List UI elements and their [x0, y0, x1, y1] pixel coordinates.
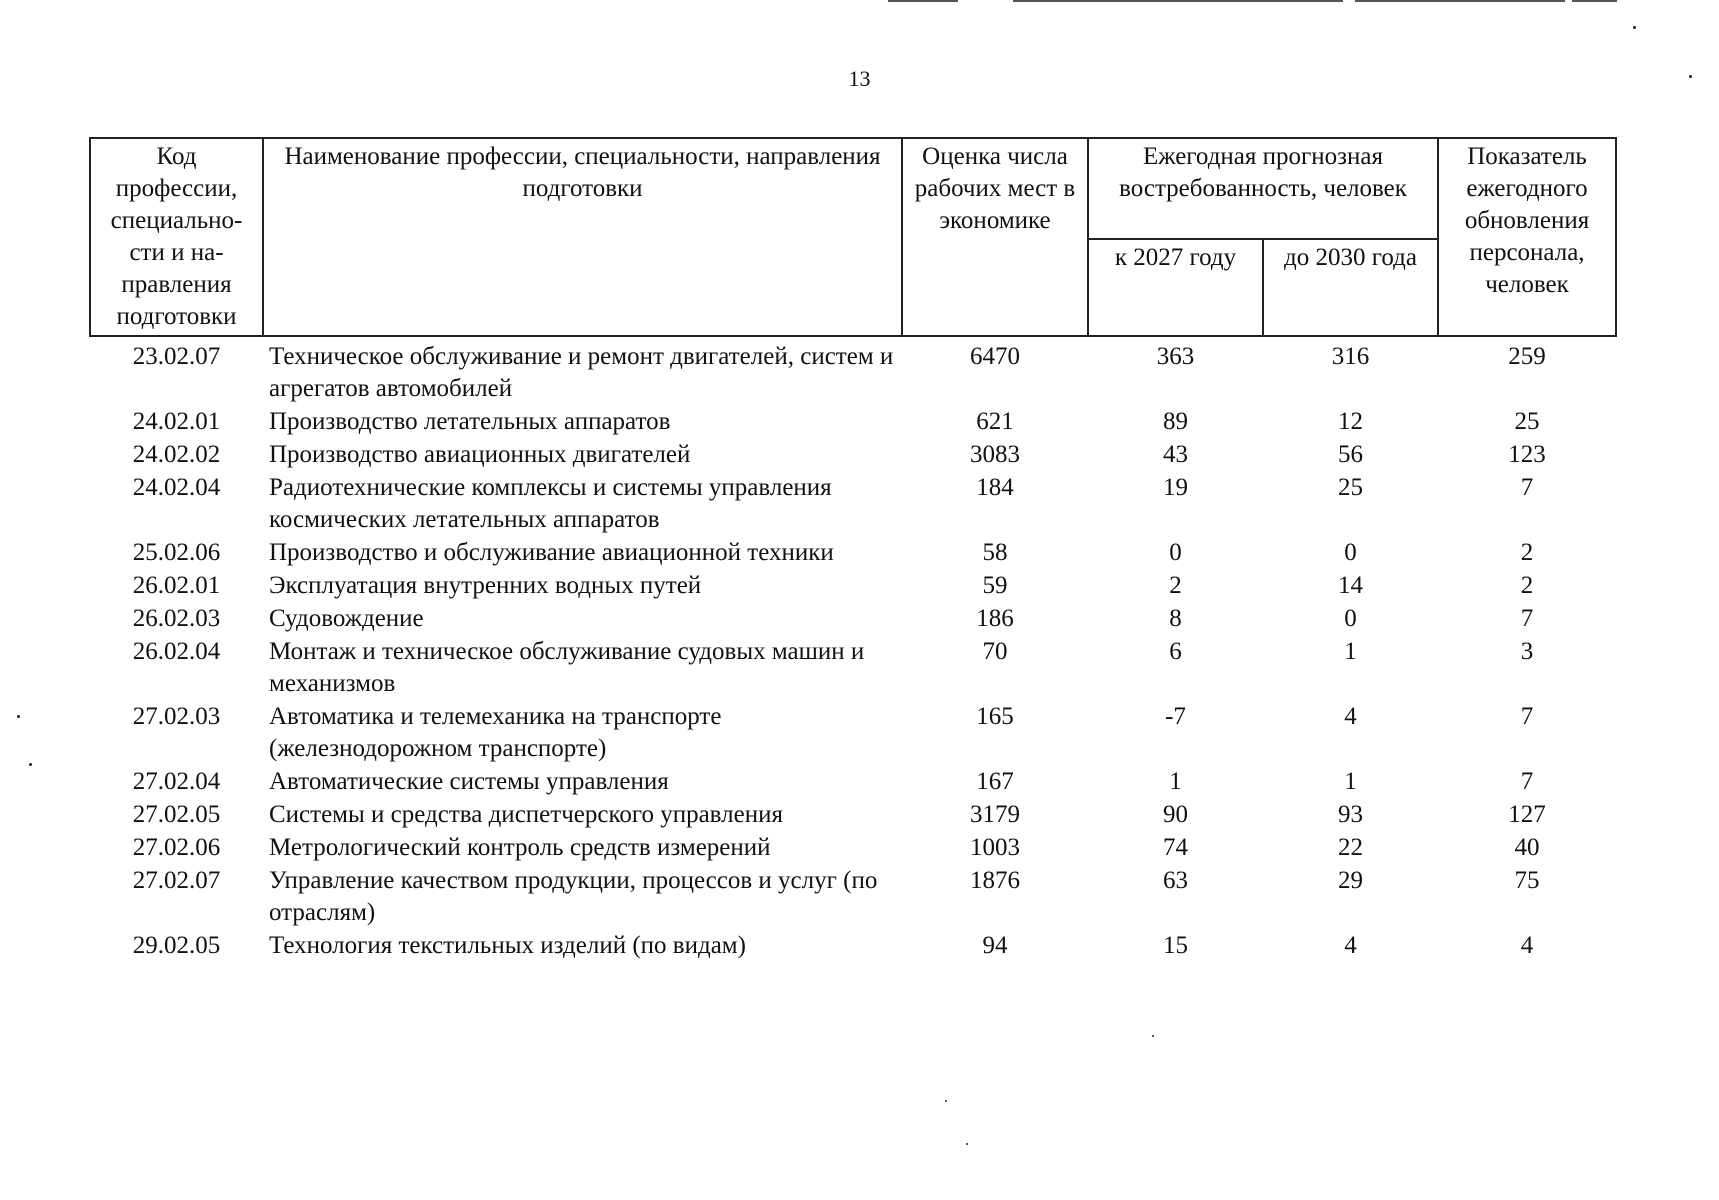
cell-code: 29.02.05: [132, 932, 221, 959]
cell-demand-2027: 8: [1169, 605, 1182, 632]
cell-jobs: 1003: [970, 834, 1020, 861]
cell-code: 24.02.04: [132, 474, 221, 501]
table-row: [90, 831, 1616, 864]
cell-code: 24.02.02: [132, 441, 221, 468]
cell-name: Монтаж и техническое обслуживание судовых машин и механизмов: [269, 638, 865, 697]
table-row: [90, 864, 1616, 929]
scan-artifact-line: [1572, 0, 1617, 2]
cell-jobs: 6470: [970, 343, 1020, 370]
table-row: [90, 405, 1616, 438]
cell-demand-2027: 19: [1163, 474, 1188, 501]
cell-jobs: 70: [982, 638, 1008, 665]
cell-demand-2030: 25: [1338, 474, 1363, 501]
cell-name: Производство и обслуживание авиационной техники: [269, 539, 834, 566]
cell-name: Автоматика и телемеханика на транспорте (железнодорожном транспорте): [269, 703, 722, 762]
cell-name: Техническое обслуживание и ремонт двигателей, систем и агрегатов автомобилей: [269, 343, 894, 402]
cell-name: Производство летательных аппаратов: [269, 408, 671, 435]
cell-jobs: 59: [982, 572, 1008, 599]
cell-name: Судовождение: [269, 605, 424, 632]
cell-renewal: 7: [1520, 605, 1534, 632]
cell-renewal: 3: [1520, 638, 1534, 665]
cell-renewal: 127: [1508, 801, 1546, 828]
cell-demand-2030: 1: [1344, 638, 1357, 665]
table-row: [90, 635, 1616, 700]
scan-speck: [1633, 26, 1636, 29]
cell-demand-2030: 0: [1344, 539, 1357, 566]
cell-demand-2030: 4: [1344, 932, 1357, 959]
cell-demand-2030: 4: [1344, 703, 1357, 730]
cell-demand-2030: 22: [1338, 834, 1363, 861]
cell-jobs: 3179: [970, 801, 1020, 828]
header-code: Код профессии, специально-сти и на-правления подготовки: [90, 138, 263, 336]
cell-demand-2027: 2: [1169, 572, 1182, 599]
cell-jobs: 167: [976, 768, 1014, 795]
table-row: [90, 336, 1616, 405]
cell-name: Технология текстильных изделий (по видам): [269, 932, 746, 959]
cell-demand-2027: 0: [1169, 539, 1182, 566]
header-demand-2030: до 2030 года: [1263, 239, 1438, 336]
professions-table: [89, 137, 1617, 962]
table-body: [90, 336, 1616, 962]
cell-code: 24.02.01: [132, 408, 221, 435]
cell-demand-2030: 316: [1331, 343, 1370, 370]
cell-jobs: 1876: [970, 867, 1020, 894]
scan-speck: [945, 1100, 947, 1102]
header-jobs: Оценка числа рабочих мест в экономике: [902, 138, 1088, 336]
cell-demand-2030: 93: [1338, 801, 1363, 828]
cell-renewal: 2: [1520, 572, 1534, 599]
cell-code: 23.02.07: [132, 343, 221, 370]
cell-jobs: 621: [976, 408, 1014, 435]
table-row: [90, 765, 1616, 798]
cell-demand-2030: 0: [1344, 605, 1357, 632]
cell-name: Производство авиационных двигателей: [269, 441, 691, 468]
scan-speck: [17, 715, 20, 718]
cell-renewal: 7: [1520, 474, 1534, 501]
table-row: [90, 602, 1616, 635]
scan-speck: [966, 1143, 968, 1145]
cell-renewal: 40: [1514, 834, 1540, 861]
header-demand: Ежегодная прогнозная востребованность, человек: [1088, 138, 1438, 239]
cell-demand-2030: 29: [1338, 867, 1363, 894]
cell-demand-2027: 90: [1163, 801, 1188, 828]
cell-code: 27.02.03: [132, 703, 221, 730]
cell-renewal: 25: [1514, 408, 1540, 435]
cell-name: Автоматические системы управления: [269, 768, 669, 795]
cell-code: 26.02.03: [132, 605, 221, 632]
cell-demand-2027: 89: [1163, 408, 1188, 435]
cell-code: 27.02.05: [132, 801, 221, 828]
cell-renewal: 123: [1508, 441, 1546, 468]
table-row: [90, 700, 1616, 765]
cell-demand-2027: 6: [1169, 638, 1182, 665]
cell-code: 27.02.04: [132, 768, 221, 795]
cell-demand-2027: 1: [1169, 768, 1182, 795]
cell-jobs: 94: [982, 932, 1008, 959]
cell-renewal: 2: [1520, 539, 1534, 566]
table-row: [90, 798, 1616, 831]
cell-demand-2027: 63: [1163, 867, 1188, 894]
scan-artifact-line: [1013, 0, 1343, 2]
cell-demand-2027: 74: [1163, 834, 1188, 861]
cell-name: Эксплуатация внутренних водных путей: [269, 572, 702, 599]
cell-jobs: 165: [976, 703, 1014, 730]
table-row: [90, 471, 1616, 536]
table-row: [90, 438, 1616, 471]
page-number: 13: [848, 66, 871, 91]
cell-renewal: 259: [1508, 343, 1546, 370]
cell-code: 26.02.01: [132, 572, 221, 599]
cell-jobs: 186: [976, 605, 1014, 632]
cell-renewal: 7: [1520, 703, 1534, 730]
cell-name: Управление качеством продукции, процессов и услуг (по отраслям): [269, 867, 878, 926]
cell-renewal: 4: [1520, 932, 1534, 959]
header-renewal: Показатель ежегодного обновления персонала, человек: [1438, 138, 1616, 336]
cell-code: 26.02.04: [132, 638, 221, 665]
table-row: [90, 929, 1616, 962]
table-row: [90, 569, 1616, 602]
cell-demand-2030: 1: [1344, 768, 1357, 795]
cell-renewal: 7: [1520, 768, 1534, 795]
cell-name: Системы и средства диспетчерского управления: [269, 801, 783, 828]
scan-speck: [1152, 1035, 1154, 1037]
header-name: Наименование профессии, специальности, направления подготовки: [263, 138, 902, 336]
cell-demand-2030: 56: [1338, 441, 1363, 468]
cell-jobs: 3083: [970, 441, 1020, 468]
cell-code: 25.02.06: [132, 539, 221, 566]
scan-artifact-line: [1355, 0, 1565, 2]
table-row: [90, 536, 1616, 569]
table-header-row: [90, 138, 1616, 239]
cell-demand-2027: 15: [1163, 932, 1188, 959]
cell-name: Метрологический контроль средств измерений: [269, 834, 771, 861]
cell-jobs: 184: [976, 474, 1014, 501]
header-demand-2027: к 2027 году: [1088, 239, 1263, 336]
cell-demand-2030: 12: [1338, 408, 1363, 435]
cell-name: Радиотехнические комплексы и системы управления космических летательных аппаратов: [269, 474, 832, 533]
cell-code: 27.02.06: [132, 834, 221, 861]
cell-renewal: 75: [1514, 867, 1540, 894]
cell-demand-2030: 14: [1338, 572, 1363, 599]
cell-jobs: 58: [982, 539, 1008, 566]
cell-code: 27.02.07: [132, 867, 221, 894]
cell-demand-2027: 363: [1156, 343, 1195, 370]
scan-artifact-line: [888, 0, 958, 2]
scan-speck: [29, 763, 32, 766]
cell-demand-2027: -7: [1165, 703, 1186, 730]
cell-demand-2027: 43: [1163, 441, 1188, 468]
